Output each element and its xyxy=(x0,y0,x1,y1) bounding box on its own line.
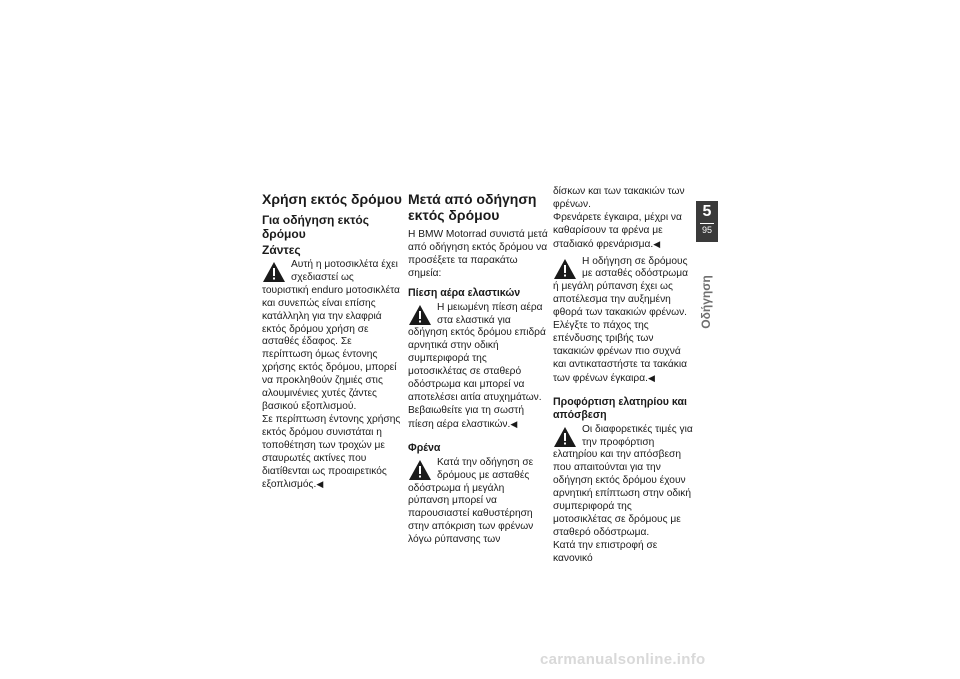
warning-text: Οι διαφορετικές τιμές για την προφόρτιση ελατηρίου και την απόσβεση που απαιτούνται για την οδήγηση εκτός δρόμου έχουν αρνητική επίπτωση στην οδική συμπεριφορά της μοτοσικλέτας σε δρόμους με σταθερό οδόστρωμα. xyxy=(553,423,693,538)
warning-text: Η οδήγηση σε δρόμους με ασταθές οδόστρωμα ή μεγάλη ρύπανση έχει ως αποτέλεσμα την αυξημένη φθορά των τακακιών φρένων. xyxy=(553,255,688,319)
end-mark-icon: ◀ xyxy=(316,479,324,490)
section-subtitle: Για οδήγηση εκτός δρόμου xyxy=(262,213,369,241)
warning-block xyxy=(408,457,548,547)
section-title: Χρήση εκτός δρόμου xyxy=(262,191,402,207)
end-mark-icon: ◀ xyxy=(647,372,655,383)
body-text: Ελέγξτε το πάχος της επένδυσης τριβής των τακακιών φρένων πιο συχνά και αντικαταστήστε τα τακάκια των φρένων έγκαιρα. xyxy=(553,320,687,384)
warning-text: Αυτή η μοτοσικλέτα έχει σχεδιαστεί ως τουριστική enduro μοτοσικλέτα και συνεπώς είναι επίσης κατάλληλη για την ελαφριά εκτός δρόμου χρήση σε ασταθές έδαφος. Σε περίπτωση όμως έντονης χρήσης εκτός δρόμου, μπορεί να προκληθούν ζημιές στις αλουμινένιες χυτές ζάντες βασικού εξοπλισμού. xyxy=(262,259,400,412)
warning-block xyxy=(553,424,693,540)
end-mark-icon: ◀ xyxy=(510,418,518,429)
body-text: Φρενάρετε έγκαιρα, μέχρι να καθαρίσουν τα φρένα με σταδιακό φρενάρισμα. xyxy=(553,211,682,250)
chapter-number: 5 xyxy=(702,203,712,220)
warning-text: Η μειωμένη πίεση αέρα στα ελαστικά για οδήγηση εκτός δρόμου επιδρά αρνητικά στην οδική συμπεριφορά της μοτοσικλέτας σε σταθερό οδόστρωμα και μπορεί να αποτελέσει αιτία ατυχημάτων. xyxy=(408,301,546,403)
tyre-pressure-heading: Πίεση αέρα ελαστικών xyxy=(408,286,521,299)
column-3 xyxy=(553,186,693,566)
end-mark-icon: ◀ xyxy=(653,238,661,249)
body-text: Βεβαιωθείτε για τη σωστή πίεση αέρα ελαστικών. xyxy=(408,404,524,430)
watermark: carmanualsonline.info xyxy=(540,651,706,668)
brakes-heading: Φρένα xyxy=(408,441,441,454)
warning-block xyxy=(408,302,548,405)
warning-icon xyxy=(553,426,577,448)
preload-heading: Προφόρτιση ελατηρίου και απόσβεση xyxy=(553,395,687,421)
warning-block xyxy=(553,256,693,321)
chapter-divider xyxy=(700,223,714,224)
sub-heading-rims: Ζάντες xyxy=(262,243,301,257)
continued-text: δίσκων και των τακακιών των φρένων. xyxy=(553,186,685,210)
warning-icon xyxy=(408,459,432,481)
warning-icon xyxy=(262,261,286,283)
warning-icon xyxy=(408,304,432,326)
chapter-label: Οδήγηση xyxy=(699,275,713,329)
intro-text: Η BMW Motorrad συνιστά μετά από οδήγηση εκτός δρόμου να προσέξετε τα παρακάτω σημεία: xyxy=(408,229,548,279)
body-text: Κατά την επιστροφή σε κανονικό xyxy=(553,539,658,564)
chapter-tab xyxy=(696,201,718,242)
warning-icon xyxy=(553,258,577,280)
body-text: Σε περίπτωση έντονης χρήσης εκτός δρόμου συνιστάται η τοποθέτηση των τροχών με σταυρωτές ακτίνες που διατίθενται ως προαιρετικός εξοπλισμός. xyxy=(262,413,401,491)
page-number: 95 xyxy=(701,225,712,235)
warning-block xyxy=(262,259,402,414)
warning-text: Κατά την οδήγηση σε δρόμους με ασταθές οδόστρωμα ή μεγάλη ρύπανση μπορεί να παρουσιαστεί καθυστέρηση στην απόκριση των φρένων λόγω ρύπανσης των xyxy=(408,456,534,546)
column-2 xyxy=(408,191,548,547)
section-title: Μετά από οδήγηση εκτός δρόμου xyxy=(408,191,537,223)
column-1 xyxy=(262,191,402,492)
